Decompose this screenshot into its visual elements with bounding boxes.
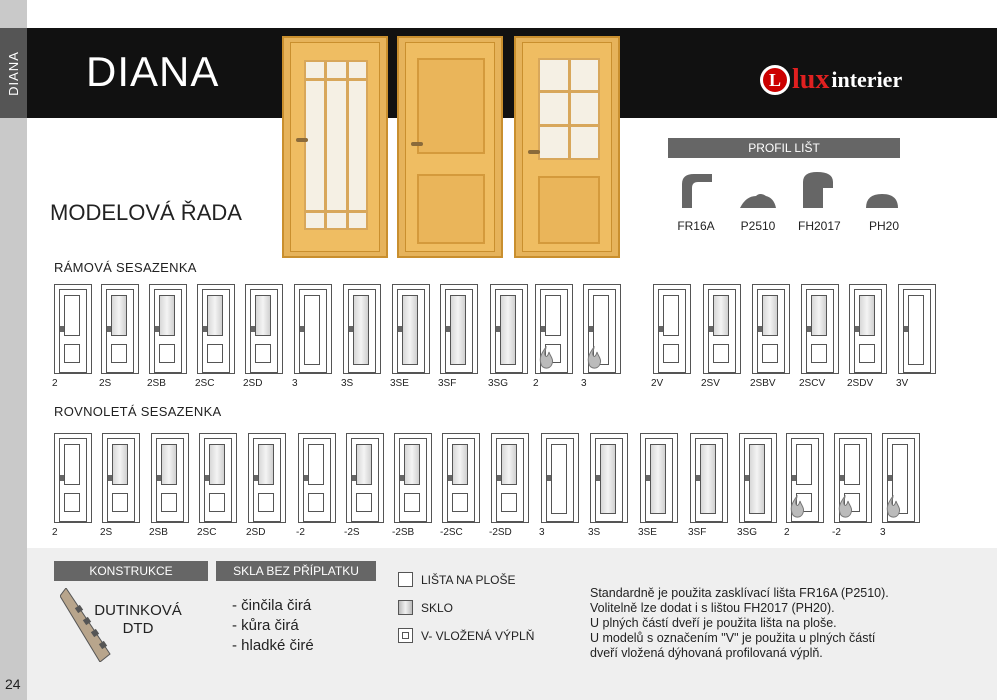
parallel-label: -2SD (489, 527, 512, 538)
profile-p2510-icon (738, 170, 778, 210)
fire-resistant-icon (884, 495, 902, 521)
frame-door (440, 284, 478, 374)
parallel-door (442, 433, 480, 523)
profile-p2510 (738, 170, 778, 233)
parallel-label: 2SD (246, 527, 266, 538)
profile-ph20-icon (864, 170, 904, 210)
frame-door (801, 284, 839, 374)
profile-fr16a (676, 170, 716, 233)
frame-label: 2 (52, 378, 58, 389)
frame-door (245, 284, 283, 374)
note-line: Standardně je použita zasklívací lišta FR16A (P2510). (590, 586, 889, 600)
frame-door (898, 284, 936, 374)
section-title: MODELOVÁ ŘADA (50, 200, 242, 225)
frame-door (849, 284, 887, 374)
parallel-door (199, 433, 237, 523)
parallel-door (298, 433, 336, 523)
profile-fr16a-icon (676, 170, 716, 210)
frame-door (294, 284, 332, 374)
parallel-label: -2 (832, 527, 841, 538)
parallel-door (491, 433, 529, 523)
profile-header: PROFIL LIŠT (668, 138, 900, 158)
legend-label: SKLO (421, 600, 454, 615)
frame-door (752, 284, 790, 374)
parallel-door (102, 433, 140, 523)
frame-label: 2SCV (799, 378, 826, 389)
frame-label: 2 (533, 378, 539, 389)
parallel-door (739, 433, 777, 523)
frame-door (392, 284, 430, 374)
profile-ph20 (864, 170, 904, 233)
parallel-row-title: ROVNOLETÁ SESAZENKA (54, 404, 222, 419)
note-line: U plných částí dveří je použita lišta na ploše. (590, 616, 837, 630)
frame-door (101, 284, 139, 374)
legend-glass (398, 600, 453, 615)
glass-item: - kůra čirá (232, 617, 299, 634)
frame-label: 3SG (488, 378, 509, 389)
parallel-door (248, 433, 286, 523)
parallel-door (541, 433, 579, 523)
parallel-label: -2S (344, 527, 360, 538)
profile-label: P2510 (740, 219, 776, 233)
parallel-label: 3S (588, 527, 601, 538)
glass-item: - činčila čirá (232, 597, 312, 614)
parallel-label: -2SC (440, 527, 463, 538)
notes (590, 586, 889, 661)
frame-door (343, 284, 381, 374)
fire-resistant-icon (836, 495, 854, 521)
profile-fh2017-icon (799, 170, 839, 210)
frame-label: 3SF (438, 378, 457, 389)
frame-label: 2SC (195, 378, 215, 389)
parallel-label: 3SF (688, 527, 707, 538)
parallel-door (394, 433, 432, 523)
frame-label: 2SBV (750, 378, 776, 389)
door-photo-glass-six (514, 36, 620, 258)
parallel-label: 2 (784, 527, 790, 538)
parallel-label: -2SB (392, 527, 415, 538)
frame-door (54, 284, 92, 374)
frame-label: 3V (896, 378, 909, 389)
inset-panel-icon (398, 628, 413, 643)
parallel-door (54, 433, 92, 523)
construction-line2: DTD (122, 620, 154, 637)
parallel-label: 2S (100, 527, 113, 538)
frame-label: 2S (99, 378, 112, 389)
profile-label: FR16A (677, 219, 715, 233)
parallel-door (640, 433, 678, 523)
profile-label: FH2017 (798, 219, 841, 233)
frame-row-title: RÁMOVÁ SESAZENKA (54, 260, 197, 275)
page-number: 24 (5, 676, 21, 692)
parallel-door (590, 433, 628, 523)
parallel-label: 2 (52, 527, 58, 538)
fire-resistant-icon (788, 495, 806, 521)
parallel-label: 3SG (737, 527, 758, 538)
note-line: Volitelně lze dodat i s lištou FH2017 (PH20). (590, 601, 835, 615)
fire-resistant-icon (585, 346, 603, 372)
glass-item: - hladké čiré (232, 637, 314, 654)
frame-label: 3SE (390, 378, 409, 389)
parallel-door (151, 433, 189, 523)
frame-door (149, 284, 187, 374)
glass-list (232, 596, 314, 656)
frame-door (653, 284, 691, 374)
surface-bead-icon (398, 572, 413, 587)
legend-label: LIŠTA NA PLOŠE (421, 572, 516, 587)
glass-header: SKLA BEZ PŘÍPLATKU (216, 561, 376, 581)
logo-lux-text: lux (792, 64, 830, 95)
frame-label: 2V (651, 378, 664, 389)
frame-door (703, 284, 741, 374)
fire-resistant-icon (537, 346, 555, 372)
parallel-door (690, 433, 728, 523)
frame-label: 2SB (147, 378, 166, 389)
parallel-label: 2SB (149, 527, 168, 538)
frame-door (197, 284, 235, 374)
note-line: U modelů s označením "V" je použita u plných částí (590, 631, 876, 645)
frame-label: 3 (292, 378, 298, 389)
frame-label: 3 (581, 378, 587, 389)
legend-surface-bead (398, 572, 516, 587)
side-tab (0, 28, 27, 118)
frame-label: 2SV (701, 378, 720, 389)
parallel-label: 2SC (197, 527, 217, 538)
parallel-label: 3 (880, 527, 886, 538)
glass-icon (398, 600, 413, 615)
construction-line1: DUTINKOVÁ (94, 602, 182, 619)
legend-inset (398, 628, 534, 643)
profile-fh2017 (798, 170, 841, 233)
parallel-label: -2 (296, 527, 305, 538)
construction-header: KONSTRUKCE (54, 561, 208, 581)
door-photo-glass-grid (282, 36, 388, 258)
side-tab-label: DIANA (6, 50, 22, 96)
profile-label: PH20 (868, 219, 900, 233)
door-photo-panel (397, 36, 503, 258)
parallel-door (346, 433, 384, 523)
frame-label: 2SD (243, 378, 263, 389)
logo-interior-text: interier (831, 67, 903, 92)
page-title: DIANA (86, 48, 220, 95)
frame-label: 3S (341, 378, 354, 389)
construction-text (88, 602, 188, 638)
parallel-label: 3 (539, 527, 545, 538)
brand-logo (760, 60, 902, 100)
frame-door (490, 284, 528, 374)
note-line: dveří vložená dýhovaná profilovaná výplň. (590, 646, 823, 660)
logo-mark-icon: L (760, 65, 790, 95)
legend-label: V- VLOŽENÁ VÝPLŇ (421, 628, 535, 643)
frame-label: 2SDV (847, 378, 874, 389)
parallel-label: 3SE (638, 527, 657, 538)
